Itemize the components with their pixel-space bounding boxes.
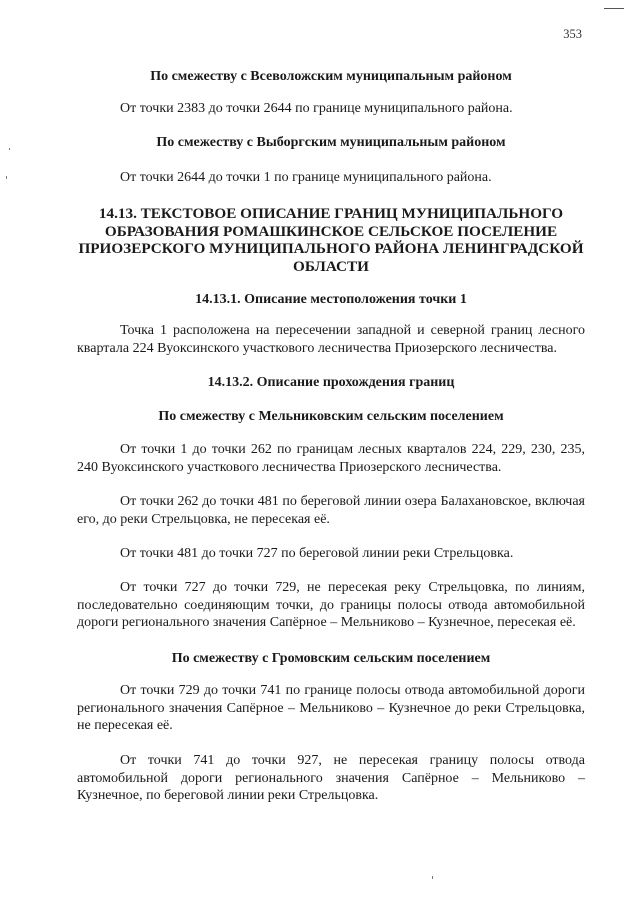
page-number: 353	[563, 27, 582, 41]
paragraph: От точки 727 до точки 729, не пересекая реку Стрельцовка, по линиям, последовательно соединяющим точки, до границы полосы отвода автомобильной дороги регионального значения Сапёрное – Мельниково – Кузнечное, пересекая её.	[77, 580, 585, 630]
paragraph: От точки 262 до точки 481 по береговой линии озера Балахановское, включая его, до реки Стрельцовка, не пересекая её.	[77, 494, 585, 527]
paragraph: От точки 741 до точки 927, не пересекая границу полосы отвода автомобильной дороги регионального значения Сапёрное – Мельниково – Кузнечное, по береговой линии реки Стрельцовка.	[77, 753, 585, 803]
scan-speck	[6, 176, 7, 179]
subsection-heading-1: 14.13.1. Описание местоположения точки 1	[195, 292, 467, 307]
chapter-title: 14.13. ТЕКСТОВОЕ ОПИСАНИЕ ГРАНИЦ МУНИЦИПАЛЬНОГО ОБРАЗОВАНИЯ РОМАШКИНСКОЕ СЕЛЬСКОЕ ПОСЕЛЕНИЕ ПРИОЗЕРСКОГО МУНИЦИПАЛЬНОГО РАЙОНА ЛЕНИНГРАДСКОЙ ОБЛАСТИ	[78, 205, 584, 275]
group-heading-melnikovskoe: По смежеству с Мельниковским сельским поселением	[158, 409, 504, 424]
scan-speck	[9, 148, 10, 150]
section-text-vsevolozhsky: От точки 2383 до точки 2644 по границе муниципального района.	[120, 101, 513, 116]
section-text-vyborgsky: От точки 2644 до точки 1 по границе муниципального района.	[120, 170, 492, 185]
scan-mark	[604, 8, 624, 9]
section-heading-vsevolozhsky: По смежеству с Всеволожским муниципальным районом	[150, 69, 512, 84]
section-heading-vyborgsky: По смежеству с Выборгским муниципальным районом	[156, 135, 506, 150]
paragraph: От точки 481 до точки 727 по береговой линии реки Стрельцовка.	[120, 546, 514, 561]
scan-speck	[432, 876, 433, 879]
subsection-text-1: Точка 1 расположена на пересечении западной и северной границ лесного квартала 224 Вуоксинского участкового лесничества Приозерского лесничества.	[77, 323, 585, 356]
paragraph: От точки 729 до точки 741 по границе полосы отвода автомобильной дороги регионального значения Сапёрное – Мельниково – Кузнечное до реки Стрельцовка, не пересекая её.	[77, 683, 585, 733]
subsection-heading-2: 14.13.2. Описание прохождения границ	[207, 375, 455, 390]
paragraph: От точки 1 до точки 262 по границам лесных кварталов 224, 229, 230, 235, 240 Вуоксинского участкового лесничества Приозерского лесничества.	[77, 442, 585, 475]
group-heading-gromovskoe: По смежеству с Громовским сельским поселением	[171, 651, 491, 666]
